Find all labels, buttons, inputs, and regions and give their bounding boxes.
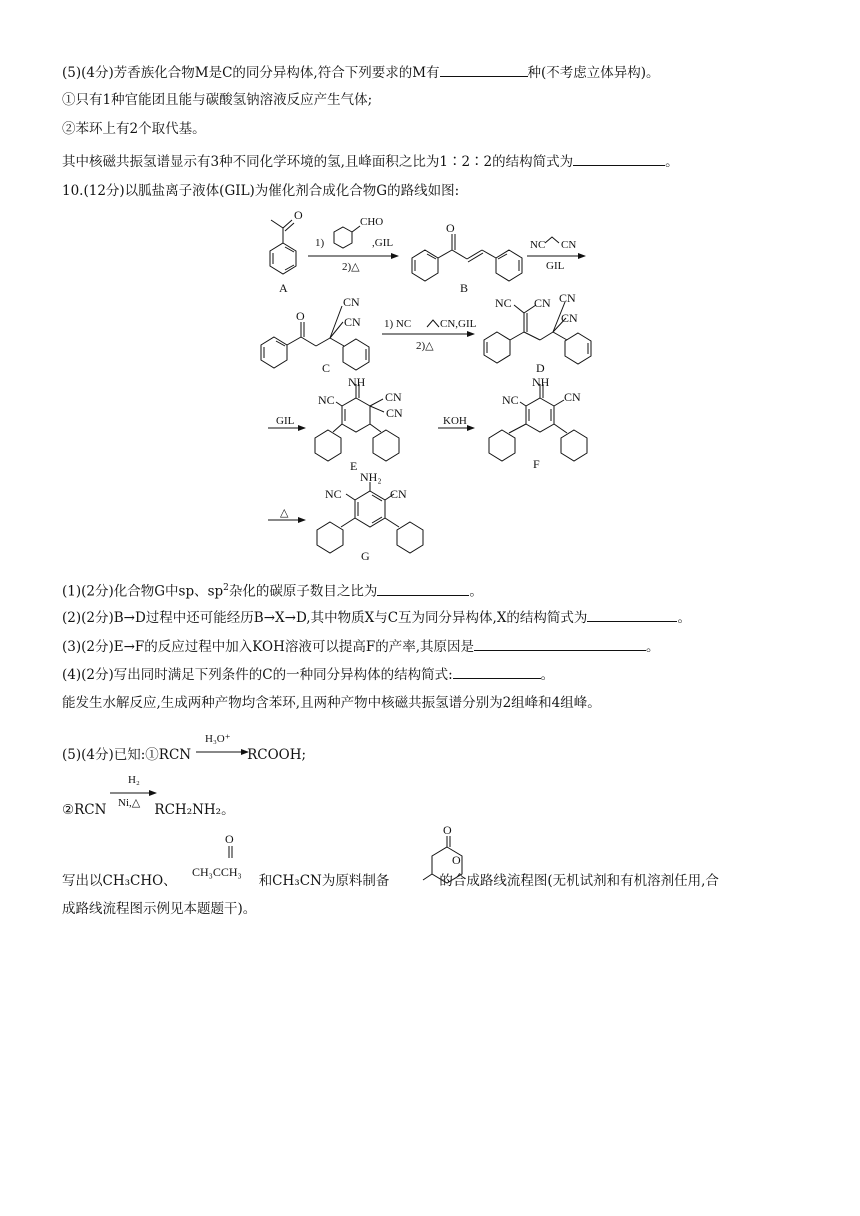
r3-cond-bottom: 2)△	[416, 340, 434, 352]
q5-task-text: 写出以CH₃CHO、	[62, 873, 177, 889]
label-d: D	[536, 361, 545, 375]
label-nh2: NH₂	[360, 470, 382, 484]
r3-cond-top: 1) NC	[384, 318, 412, 330]
q5-product: RCOOH;	[247, 747, 307, 763]
label-f: F	[533, 457, 540, 471]
r5-koh: KOH	[443, 415, 467, 427]
label-cn: CN	[559, 291, 576, 305]
q5-text: (5)(4分)已知:①RCN	[62, 747, 192, 763]
q5-prev-tail: 种(不考虑立体异构)。	[527, 65, 660, 81]
q5-task-line	[62, 871, 719, 891]
q4-tail: 。	[540, 667, 555, 683]
q1-text-b: 杂化的碳原子数目之比为	[228, 583, 378, 600]
question-10-title: 10.(12分)以胍盐离子液体(GIL)为催化剂合成化合物G的路线如图:	[62, 183, 460, 199]
q1-text: (1)(2分)化合物G中sp、sp	[62, 583, 224, 600]
q5-text: ②RCN	[62, 802, 107, 818]
r2-nc: NC	[530, 239, 546, 251]
label-cn: CN	[343, 295, 360, 309]
q1-tail: 。	[469, 583, 483, 600]
q2-text: (2)(2分)B→D过程中还可能经历B→X→D,其中物质X与C互为同分异构体,X的结构简式为	[62, 610, 588, 626]
label-nc: NC	[502, 393, 519, 407]
r1-cond-top: 1)	[315, 237, 325, 249]
label-cn: CN	[344, 315, 361, 329]
q5-prev-text: (5)(4分)芳香族化合物M是C的同分异构体,符合下列要求的M有	[62, 65, 440, 81]
arrow2-catalyst: Ni,△	[118, 797, 141, 809]
r4-gil: GIL	[276, 415, 295, 427]
lactone-ring-o: O	[452, 853, 461, 867]
label-nc: NC	[318, 393, 335, 407]
label-c: C	[322, 361, 331, 375]
label-cn: CN	[385, 390, 402, 404]
label-e: E	[350, 459, 358, 473]
r2-gil: GIL	[546, 260, 565, 272]
q5-task-text3: 的合成路线流程图(无机试剂和有机溶剂任用,合	[439, 873, 719, 889]
acetone-o: O	[225, 832, 234, 846]
arrow2-reagent: H₂	[128, 774, 140, 786]
nmr-tail: 。	[665, 154, 679, 170]
label-cn: CN	[386, 406, 403, 420]
condition-2: ②苯环上有2个取代基。	[62, 121, 206, 137]
label-cn: CN	[564, 390, 581, 404]
q1-sup: 2	[223, 583, 229, 593]
label-nh: NH	[348, 375, 366, 389]
q5-task-text2: 和CH₃CN为原料制备	[258, 873, 390, 889]
condition-1: ①只有1种官能团且能与碳酸氢钠溶液反应产生气体;	[62, 92, 373, 108]
label-cn: CN	[534, 296, 551, 310]
lactone-o: O	[443, 823, 452, 837]
label-cn: CN	[390, 487, 407, 501]
label-o: O	[294, 208, 303, 222]
label-cn: CN	[561, 311, 578, 325]
label-nc: NC	[325, 487, 342, 501]
r3-cond-top2: CN,GIL	[440, 318, 477, 330]
r1-gil: ,GIL	[372, 237, 394, 249]
label-nh: NH	[532, 375, 550, 389]
acetone-formula: CH₃CCH₃	[192, 865, 242, 879]
label-o: O	[446, 221, 455, 235]
q5-task-line-2: 成路线流程图示例见本题题干)。	[62, 901, 257, 917]
label-g: G	[361, 549, 370, 563]
r2-cn: CN	[561, 239, 577, 251]
q4-condition: 能发生水解反应,生成两种产物均含苯环,且两种产物中核磁共振氢谱分别为2组峰和4组峰。	[62, 695, 601, 711]
q3-tail: 。	[646, 639, 660, 655]
r1-cho: CHO	[360, 216, 384, 228]
r1-cond-bottom: 2)△	[342, 261, 360, 273]
r6-heat: △	[280, 507, 289, 519]
label-nc: NC	[495, 296, 512, 310]
q5-product: RCH₂NH₂。	[154, 802, 235, 818]
label-a: A	[279, 281, 288, 295]
label-b: B	[460, 281, 469, 295]
q3-text: (3)(2分)E→F的反应过程中加入KOH溶液可以提高F的产率,其原因是	[62, 639, 474, 655]
q4-text: (4)(2分)写出同时满足下列条件的C的一种同分异构体的结构简式:	[62, 667, 453, 683]
arrow1-reagent: H₃O⁺	[205, 733, 231, 745]
nmr-text: 其中核磁共振氢谱显示有3种不同化学环境的氢,且峰面积之比为1∶2∶2的结构简式为	[62, 154, 574, 170]
label-o: O	[296, 309, 305, 323]
q2-tail: 。	[677, 610, 691, 626]
